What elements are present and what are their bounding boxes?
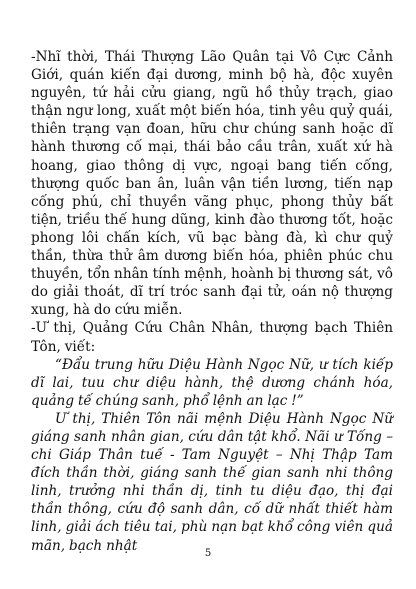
paragraph-quote: “Đẩu trung hữu Diệu Hành Ngọc Nữ, ư tích kiếp dĩ lai, tuu chư diệu hành, thệ dương chánh hóa, quảng tế chúng sanh, phổ lệnh an lạc !”	[31, 356, 393, 409]
body-text	[31, 48, 393, 555]
paragraph-narrative: Ư thị, Thiên Tôn nãi mệnh Diệu Hành Ngọc Nữ giáng sanh nhân gian, cứu dân tật khổ. Nãi ư Tống – chi Giáp Thân tuế - Tam Nguyệt – Nhị Thập Tam đích thần thời, giáng sanh thế gian sanh nhi thông linh, trưởng nhi thần dị, tinh tu diệu đạo, thị đại thần thông, cứu độ sanh dân, cố dữ nhất thiết hàm linh, giải ách tiêu tai, phù nạn bạt khổ công viên quả mãn, bạch nhật	[31, 410, 393, 554]
paragraph-intro: -Nhĩ thời, Thái Thượng Lão Quân tại Vô Cực Cảnh Giới, quán kiến đại dương, minh bộ hà, độc xuyên nguyên, tứ hải cửu giang, ngũ hồ thủy trạch, giao thận ngư long, xuất một biến hóa, tinh yêu quỷ quái, thiên trạng vạn đoan, hữu chư chúng sanh hoặc dĩ hành thương cố mại, thái bảo cầu trân, xuất xứ hà hoang, giao thông dị vực, ngoại bang tiến cống, thượng quốc ban ân, luân vận tiền lương, tiến nạp cống phú, chỉ thuyền vãng phục, phong thủy bất tiện, triều thế hung dũng, kinh đào thương tốt, hoặc phong lôi chấn kích, vũ bạc bàng đà, kì chư quỷ thần, thừa thử âm dương biến hóa, phiên phúc chu thuyền, tổn nhân tính mệnh, hoành bị thương sát, vô do giải thoát, dĩ trí tróc sanh đại tử, oán nộ thượng xung, hà do cứu miễn.	[31, 49, 393, 319]
page-number: 5	[204, 548, 212, 559]
paragraph-speaker: -Ư thị, Quảng Cứu Chân Nhân, thượng bạch Thiên Tôn, viết:	[31, 320, 393, 355]
